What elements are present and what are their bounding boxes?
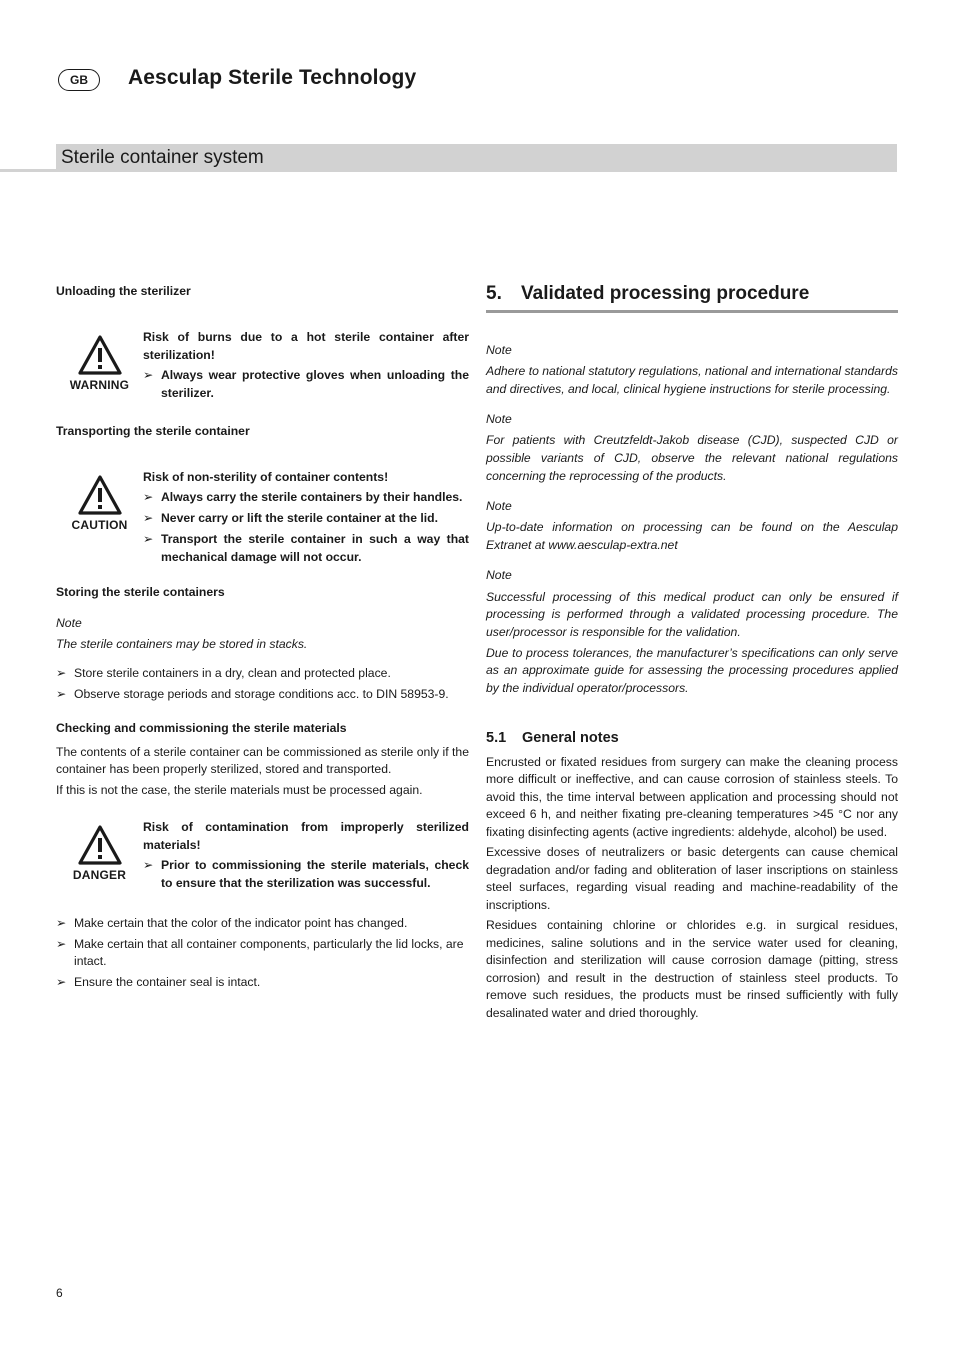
heading-transporting: Transporting the sterile container (56, 423, 250, 438)
note-text: Adhere to national statutory regulations, national and international standards and directives, and local, clinical hygiene instructions for sterile processing. (486, 364, 898, 396)
danger-list (143, 857, 469, 892)
danger-label: DANGER (72, 868, 127, 883)
storing-list (56, 665, 469, 704)
document-title: Aesculap Sterile Technology (128, 66, 417, 89)
danger-text (143, 819, 469, 896)
heading-unloading: Unloading the sterilizer (56, 284, 191, 298)
list-item: ➢ Observe storage periods and storage conditions acc. to DIN 58953-9. (56, 687, 449, 702)
heading-storing: Storing the sterile containers (56, 584, 225, 599)
section-number: 5.1 (486, 729, 507, 746)
list-item: ➢ Always wear protective gloves when unloading the sterilizer. (143, 367, 469, 400)
note-label: Note (486, 343, 512, 357)
language-badge: GB (58, 69, 100, 91)
checking-list (56, 915, 469, 992)
note-text: Up-to-date information on processing can be found on the Aesculap Extranet at www.aesculap-extra.net (486, 520, 898, 552)
warning-statement: Risk of burns due to a hot sterile container after sterilization! (143, 330, 469, 362)
caution-list (143, 489, 469, 566)
warning-box-burns (56, 329, 469, 406)
note-block (486, 498, 898, 554)
caution-box-non-sterility (56, 469, 469, 570)
left-column (56, 282, 469, 995)
list-item: ➢ Make certain that the color of the indicator point has changed. (56, 915, 408, 930)
note-label: Note (486, 499, 512, 514)
caution-statement: Risk of non-sterility of container contents! (143, 469, 389, 484)
warning-triangle-icon (78, 335, 122, 375)
section-title: Sterile container system (61, 147, 264, 168)
note-text: For patients with Creutzfeldt-Jakob disease (CJD), suspected CJD or possible variants of CJD, observe the relevant national regulations concerning the reprocessing of the products. (486, 433, 898, 483)
warning-text (143, 329, 469, 406)
list-item: ➢ Prior to commissioning the sterile materials, check to ensure that the sterilization was successful. (143, 858, 469, 890)
paragraph: Residues containing chlorine or chlorides e.g. in surgical residues, medicines, saline solutions and in the service water used for cleaning, disinfection and sterilization will cause corrosion damage (pitting, stress corrosion) and result in the destruction of stainless steel products. To remove such residues, the products must be rinsed sufficiently with fully desalinated water and dried thoroughly. (486, 917, 898, 1020)
chapter-heading (486, 282, 898, 313)
right-column (486, 282, 898, 1023)
chapter-title: Validated processing procedure (521, 283, 810, 304)
note-label: Note (486, 412, 512, 427)
caution-text (143, 469, 469, 570)
note-text: Successful processing of this medical product can only be ensured if processing is performed through a validated processing procedure. The user/processor is responsible for the validation. (486, 589, 898, 639)
caution-icon-block (56, 469, 143, 535)
note-block (486, 411, 898, 485)
warning-triangle-icon (78, 475, 122, 515)
page-number: 6 (56, 1286, 63, 1300)
paragraph: Encrusted or fixated residues from surgery can make the cleaning process more difficult or ineffective, and can cause corrosion of stainless steels. To avoid this, the time interval between application and processing should not exceed 6 h, and neither fixating pre-cleaning temperatures >45 °C nor any fixating disinfecting agents (active ingredients: aldehyde, alcohol) be used. (486, 754, 898, 839)
danger-icon-block (56, 819, 143, 885)
caution-label: CAUTION (71, 517, 128, 532)
list-item: ➢ Ensure the container seal is intact. (56, 975, 261, 990)
chapter-number: 5. (486, 283, 502, 304)
warning-triangle-icon (78, 825, 122, 865)
heading-checking: Checking and commissioning the sterile materials (56, 720, 347, 735)
section-heading-general-notes (486, 728, 898, 748)
paragraph: The contents of a sterile container can be commissioned as sterile only if the container has been properly sterilized, stored and transported. (56, 744, 469, 777)
paragraph: If this is not the case, the sterile materials must be processed again. (56, 783, 423, 798)
danger-box-contamination (56, 819, 469, 896)
note-block (486, 342, 898, 398)
warning-list (143, 367, 469, 402)
list-item: ➢ Store sterile containers in a dry, clean and protected place. (56, 666, 391, 681)
warning-icon-block (56, 329, 143, 395)
list-item: ➢ Never carry or lift the sterile container at the lid. (143, 510, 439, 525)
list-item: ➢ Always carry the sterile containers by their handles. (143, 489, 463, 504)
note-text: The sterile containers may be stored in stacks. (56, 636, 308, 651)
danger-statement: Risk of contamination from improperly sterilized materials! (143, 820, 469, 852)
list-item: ➢ Transport the sterile container in such a way that mechanical damage will not occur. (143, 531, 469, 564)
section-heading-title: General notes (522, 729, 619, 746)
warning-label: WARNING (69, 378, 130, 392)
section-bar-line (0, 169, 56, 172)
list-item: ➢ Make certain that all container components, particularly the lid locks, are intact. (56, 936, 464, 969)
note-label: Note (56, 615, 82, 630)
note-block (486, 567, 898, 697)
note-text: Due to process tolerances, the manufacturer’s specifications can only serve as an approximate guide for assessing the processing procedures applied by the individual operator/processors. (486, 645, 898, 695)
paragraph: Excessive doses of neutralizers or basic detergents can cause chemical degradation and/or fading and obliteration of laser inscriptions on stainless steel surfaces, regarding visual reading and machine-readability of the inscriptions. (486, 845, 898, 912)
note-label: Note (486, 568, 512, 583)
